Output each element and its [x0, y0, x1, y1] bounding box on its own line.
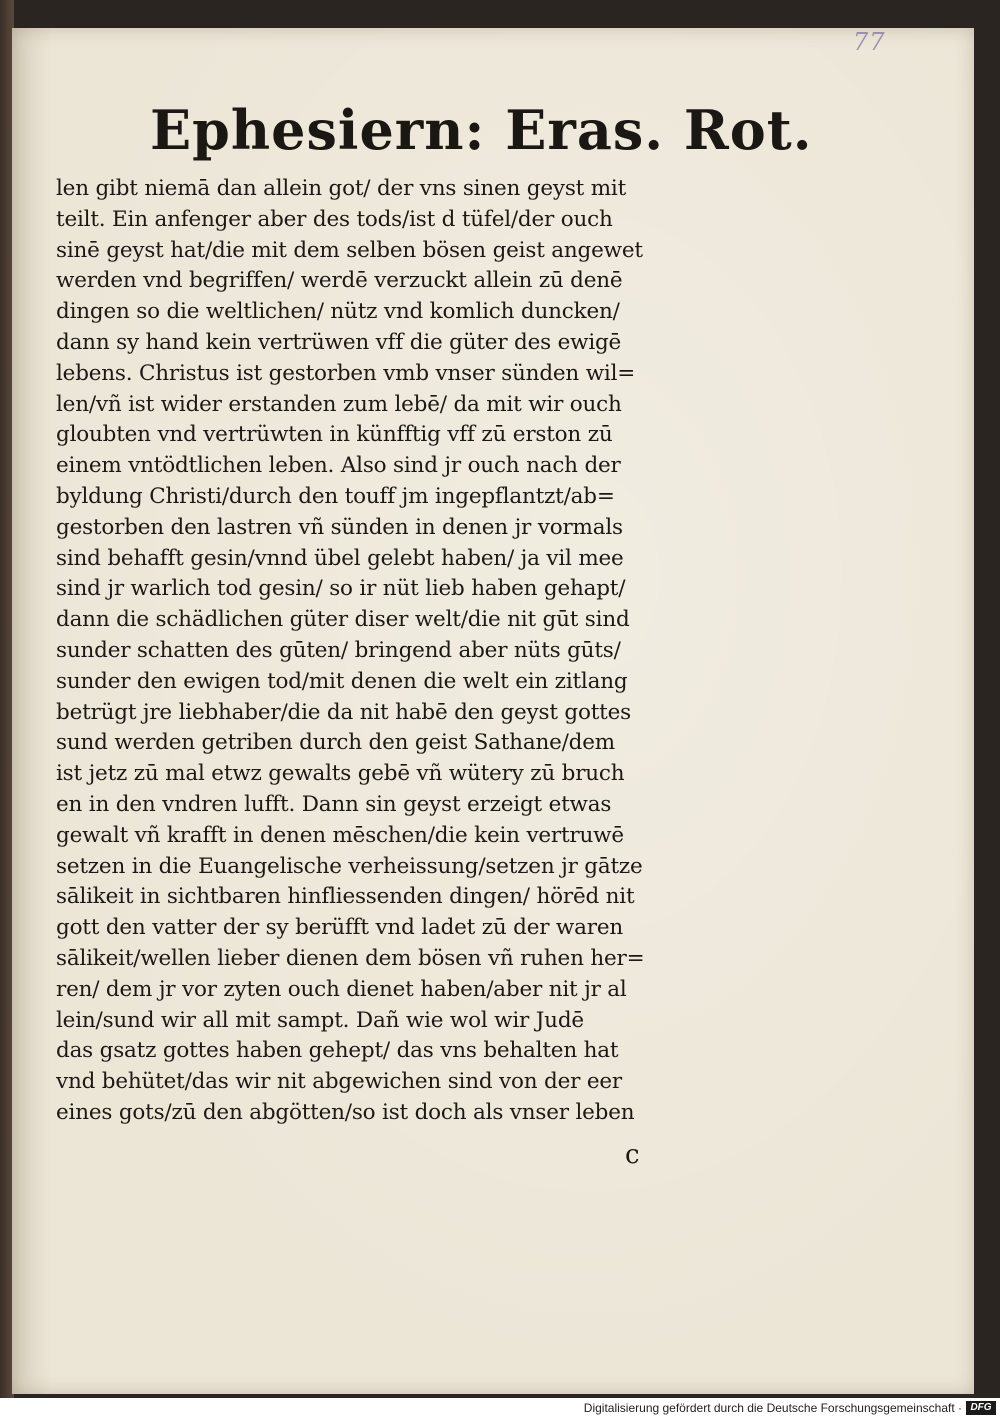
folio-number: 77: [853, 28, 886, 56]
funding-credit: Digitalisierung gefördert durch die Deutsche Forschungsgemeinschaft ·: [583, 1401, 962, 1415]
text-line: gott den vatter der sy berüfft vnd ladet zū der waren: [56, 915, 624, 941]
text-line: dann die schädlichen güter diser welt/die nit gūt sind: [56, 607, 630, 633]
text-line: sālikeit/wellen lieber dienen dem bösen vñ ruhen her=: [56, 945, 645, 971]
text-block: [56, 174, 716, 1129]
signature-mark: c: [625, 1140, 640, 1170]
text-line: lebens. Christus ist gestorben vmb vnser sünden wil=: [56, 360, 636, 386]
text-line: sinē geyst hat/die mit dem selben bösen geist angewet: [56, 237, 643, 263]
text-line: teilt. Ein anfenger aber des tods/ist d tüfel/der ouch: [56, 206, 613, 232]
text-line: gloubten vnd vertrüwten in künfftig vff zū erston zū: [56, 422, 613, 448]
text-line: gewalt vñ krafft in denen mēschen/die kein vertruwē: [56, 822, 624, 848]
text-line: vnd behütet/das wir nit abgewichen sind von der eer: [56, 1069, 622, 1095]
text-line: en in den vndren lufft. Dann sin geyst erzeigt etwas: [56, 791, 612, 817]
dfg-logo-icon: DFG: [966, 1401, 996, 1415]
text-line: sunder schatten des gūten/ bringend aber nüts gūts/: [56, 637, 621, 663]
text-line: das gsatz gottes haben gehept/ das vns behalten hat: [56, 1038, 619, 1064]
text-line: sind behafft gesin/vnnd übel gelebt haben/ ja vil mee: [56, 545, 624, 571]
text-line: len gibt niemā dan allein got/ der vns sinen geyst mit: [56, 176, 627, 201]
text-line: sind jr warlich tod gesin/ so ir nüt lieb haben gehapt/: [56, 576, 626, 602]
footer-bar: [0, 1398, 1000, 1419]
text-line: setzen in die Euangelische verheissung/setzen jr gātze: [56, 853, 643, 879]
text-line: eines gots/zū den abgötten/so ist doch als vnser leben: [56, 1099, 635, 1125]
text-line: betrügt jre liebhaber/die da nit habē den geyst gottes: [56, 699, 631, 725]
text-line: sund werden getriben durch den geist Sathane/dem: [56, 730, 615, 756]
text-line: lein/sund wir all mit sampt. Dañ wie wol wir Judē: [56, 1007, 584, 1033]
text-line: dingen so die weltlichen/ nütz vnd komlich duncken/: [56, 299, 620, 325]
text-line: dann sy hand kein vertrüwen vff die güter des ewigē: [56, 329, 622, 355]
text-line: gestorben den lastren vñ sünden in denen jr vormals: [56, 514, 623, 540]
text-line: einem vntödtlichen leben. Also sind jr ouch nach der: [56, 453, 621, 479]
text-line: ist jetz zū mal etwz gewalts gebē vñ wütery zū bruch: [56, 761, 625, 787]
running-head: Ephesiern: Eras. Rot.: [150, 98, 813, 162]
text-line: werden vnd begriffen/ werdē verzuckt allein zū denē: [56, 268, 623, 294]
text-line: ren/ dem jr vor zyten ouch dienet haben/aber nit jr al: [56, 976, 627, 1002]
text-line: len/vñ ist wider erstanden zum lebē/ da mit wir ouch: [56, 391, 622, 417]
text-line: byldung Christi/durch den touff jm ingepflantzt/ab=: [56, 483, 615, 509]
text-line: sālikeit in sichtbaren hinfliessenden dingen/ hörēd nit: [56, 884, 635, 910]
text-line: sunder den ewigen tod/mit denen die welt ein zitlang: [56, 668, 628, 694]
